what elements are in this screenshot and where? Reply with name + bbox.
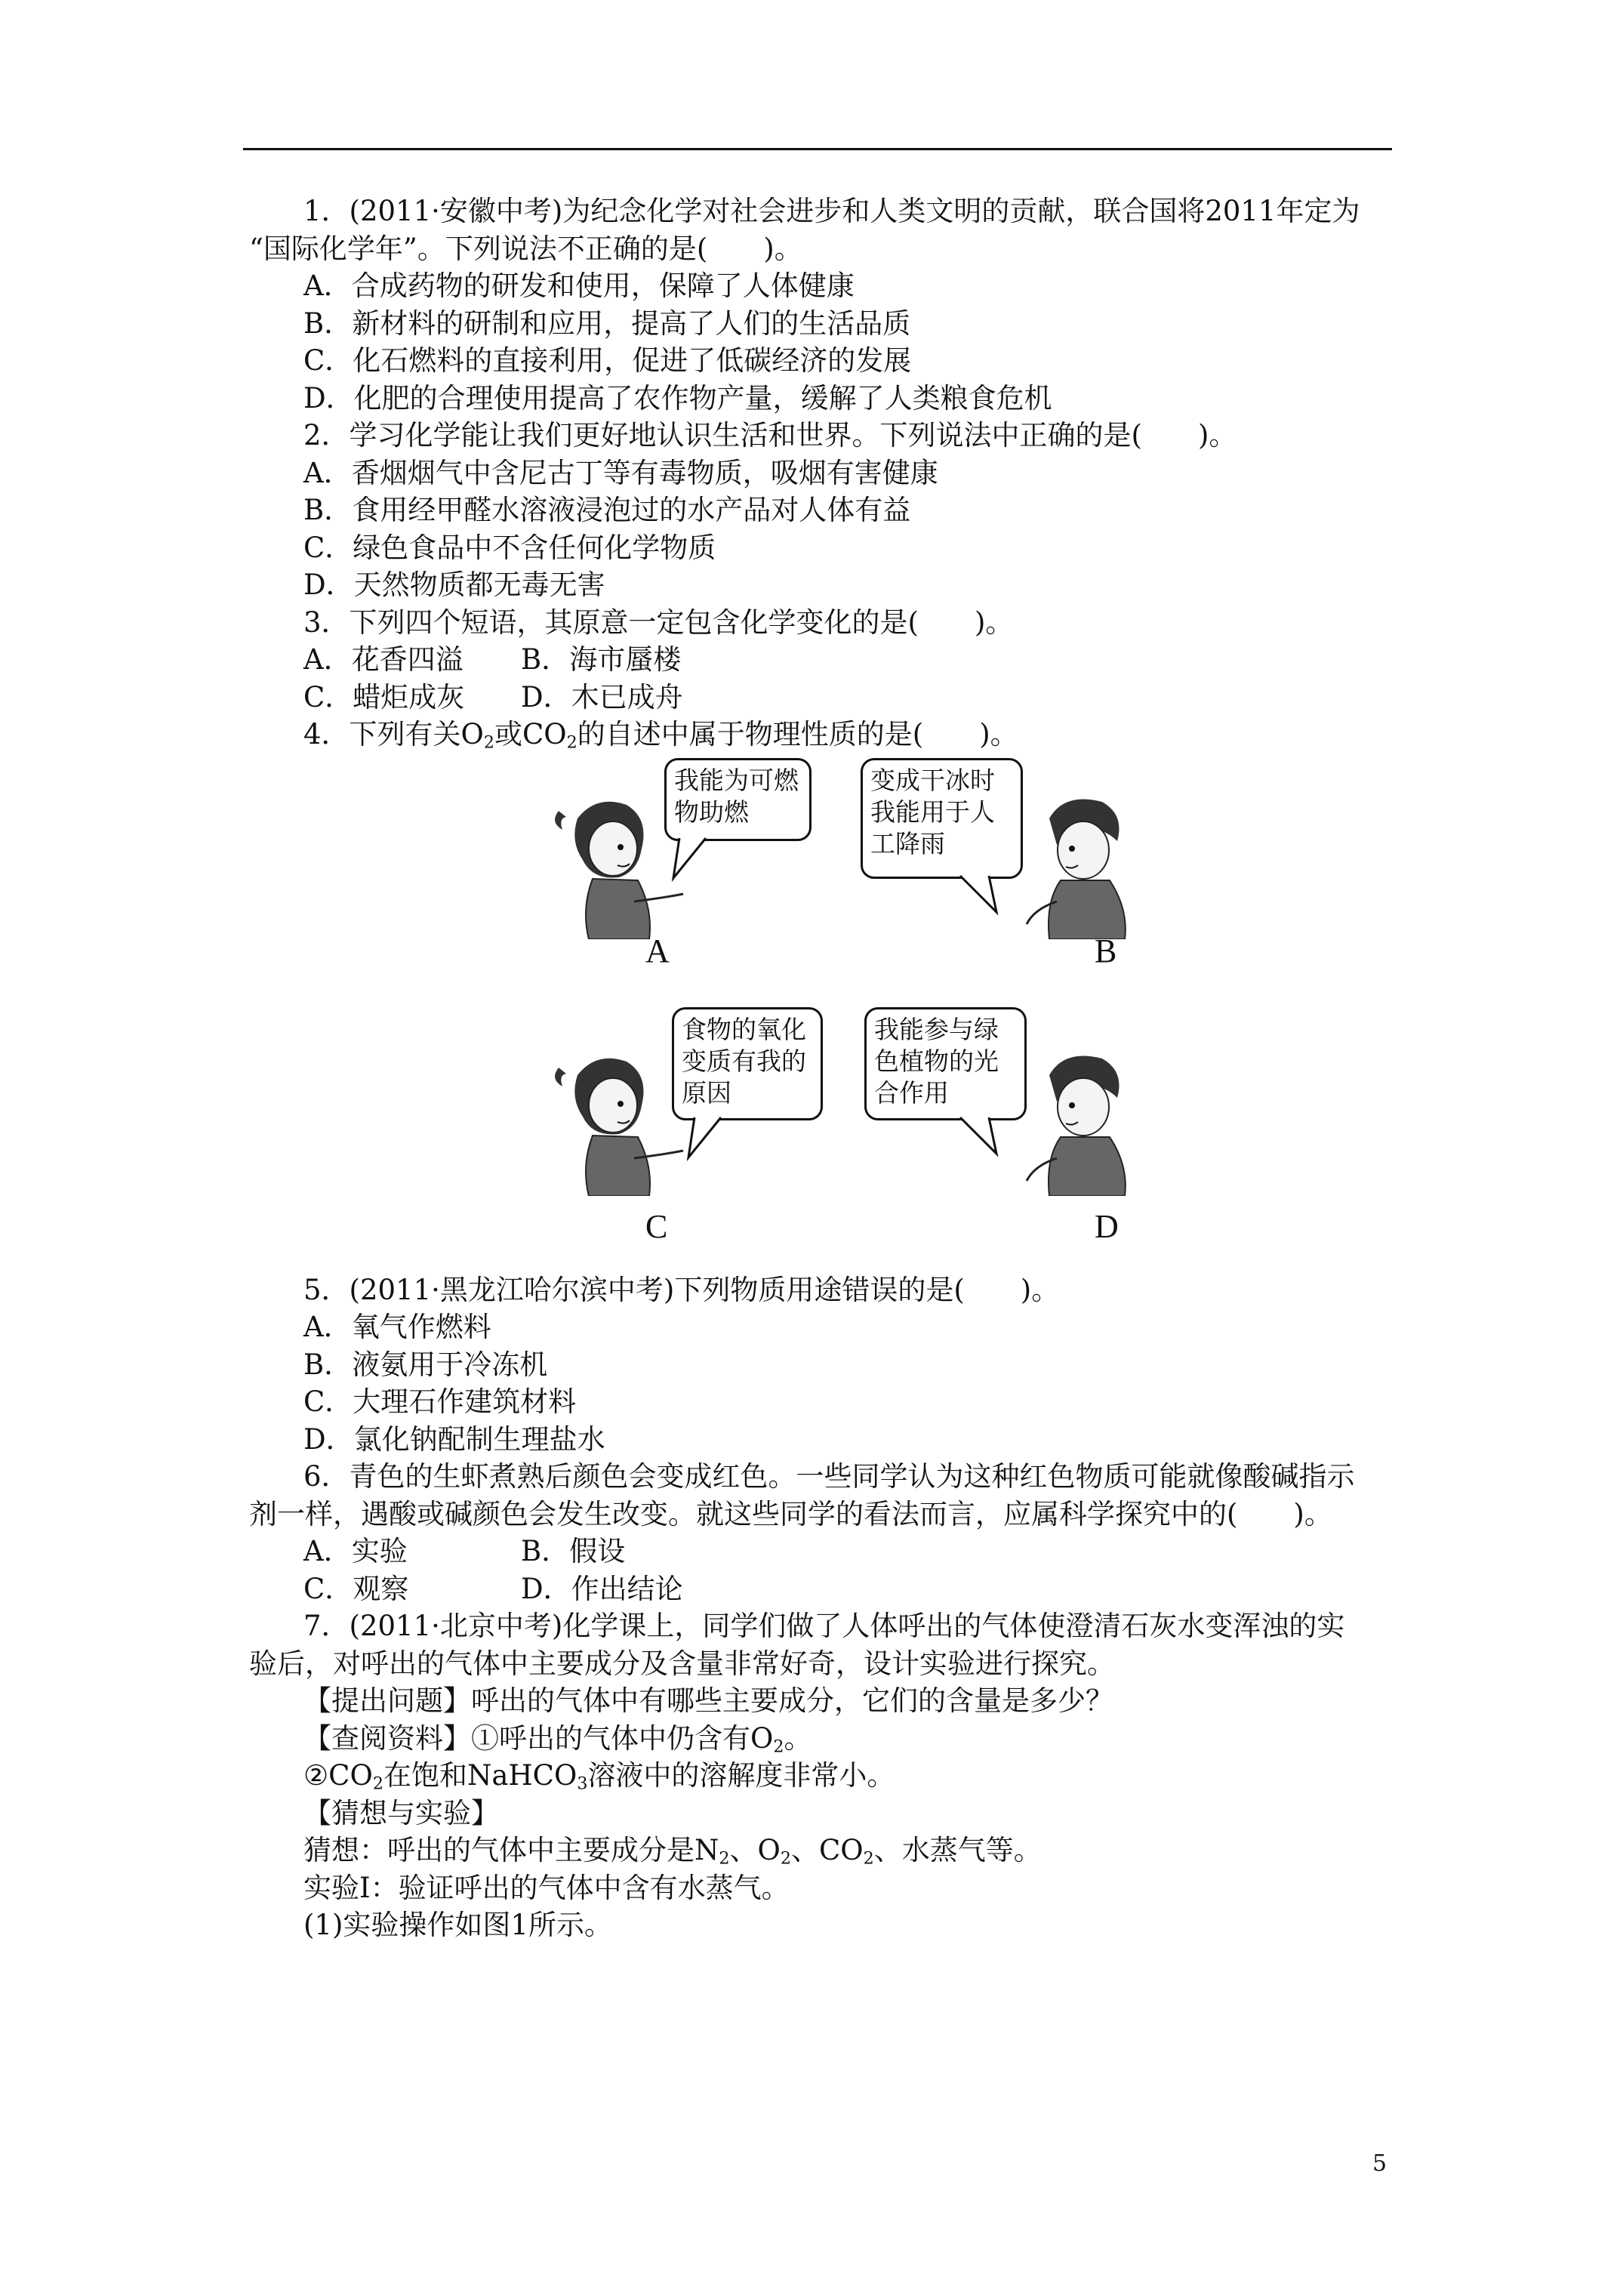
bubble-c-tail xyxy=(687,1116,732,1161)
label-c: C xyxy=(645,1207,668,1245)
q3-options-row2 xyxy=(249,679,1393,717)
bubble-d-tail xyxy=(959,1116,1004,1161)
bubble-b: 变成干冰时 我能用于人 工降雨 xyxy=(861,758,1023,879)
boy-figure-d-icon xyxy=(1012,1045,1147,1196)
q2-stem: 2．学习化学能让我们更好地认识生活和世界。下列说法中正确的是( )。 xyxy=(303,419,1237,451)
q2-option-c: C．绿色食品中不含任何化学物质 xyxy=(303,531,716,564)
q3-option-d: D．木已成舟 xyxy=(521,680,683,713)
q1-option-b: B．新材料的研制和应用，提高了人们的生活品质 xyxy=(303,307,911,340)
q3-option-c: C．蜡炬成灰 xyxy=(303,680,465,713)
q5-option-b: B．液氨用于冷冻机 xyxy=(303,1348,548,1381)
label-b: B xyxy=(1095,932,1117,969)
q1-option-a: A．合成药物的研发和使用，保障了人体健康 xyxy=(303,270,855,302)
q7-reference-1: 【查阅资料】①呼出的气体中仍含有$O_2$。 xyxy=(303,1721,812,1757)
q7-stem-line1: 7．(2011·北京中考)化学课上，同学们做了人体呼出的气体使澄清石灰水变浑浊的实 xyxy=(303,1610,1345,1642)
q1-stem-line1: 1．(2011·安徽中考)为纪念化学对社会进步和人类文明的贡献，联合国将2011年定为 xyxy=(303,195,1360,227)
q4-stem: 4．下列有关$O_2$或$CO_2$的自述中属于物理性质的是( )。 xyxy=(303,718,1018,753)
bubble-b-tail xyxy=(959,874,1004,920)
q6-option-c: C．观察 xyxy=(303,1572,409,1605)
page-number: 5 xyxy=(1372,2150,1387,2177)
q7-stem-line2: 验后，对呼出的气体中主要成分及含量非常好奇，设计实验进行探究。 xyxy=(249,1647,1115,1680)
girl-figure-c-icon xyxy=(536,1045,687,1196)
q5-option-c: C．大理石作建筑材料 xyxy=(303,1385,577,1418)
q7-guess: 猜想：呼出的气体中主要成分是$N_2$、$O_2$、$CO_2$、水蒸气等。 xyxy=(303,1834,1042,1869)
boy-figure-b-icon xyxy=(1012,788,1147,939)
q3-option-a: A．花香四溢 xyxy=(303,643,463,676)
q3-stem: 3．下列四个短语，其原意一定包含化学变化的是( )。 xyxy=(303,606,1014,639)
q5-option-d: D．氯化钠配制生理盐水 xyxy=(303,1422,605,1456)
header-rule xyxy=(243,148,1392,150)
bubble-a: 我能为可燃 物助燃 xyxy=(664,758,812,841)
bubble-d: 我能参与绿 色植物的光 合作用 xyxy=(864,1007,1027,1120)
q7-experiment-1: 实验Ⅰ：验证呼出的气体中含有水蒸气。 xyxy=(303,1871,790,1904)
q2-option-d: D．天然物质都无毒无害 xyxy=(303,569,605,601)
q2-option-b: B．食用经甲醛水溶液浸泡过的水产品对人体有益 xyxy=(303,494,911,526)
label-d: D xyxy=(1095,1207,1119,1245)
q6-option-b: B．假设 xyxy=(521,1535,626,1567)
q3-options-row1 xyxy=(249,641,1393,679)
q7-question: 【提出问题】呼出的气体中有哪些主要成分，它们的含量是多少？ xyxy=(303,1684,1113,1717)
q6-stem-line2: 剂一样，遇酸或碱颜色会发生改变。就这些同学的看法而言，应属科学探究中的( )。 xyxy=(249,1497,1332,1530)
q6-option-a: A．实验 xyxy=(303,1535,408,1567)
q7-guess-heading: 【猜想与实验】 xyxy=(303,1796,499,1829)
bubble-c: 食物的氧化 变质有我的 原因 xyxy=(672,1007,823,1120)
label-a: A xyxy=(645,932,670,969)
q2-option-a: A．香烟烟气中含尼古丁等有毒物质，吸烟有害健康 xyxy=(303,456,938,489)
q5-option-a: A．氧气作燃料 xyxy=(303,1311,491,1343)
q6-stem-line1: 6．青色的生虾煮熟后颜色会变成红色。一些同学认为这种红色物质可能就像酸碱指示 xyxy=(303,1460,1355,1493)
q1-option-d: D．化肥的合理使用提高了农作物产量，缓解了人类粮食危机 xyxy=(303,381,1052,415)
page-content xyxy=(249,193,1393,1944)
q3-option-b: B．海市蜃楼 xyxy=(521,643,682,676)
q7-reference-2: $②CO_2$在饱和NaHCO$_3$溶液中的溶解度非常小。 xyxy=(303,1759,895,1794)
q6-option-d: D．作出结论 xyxy=(521,1572,683,1605)
q1-stem-line2: “国际化学年”。下列说法不正确的是( )。 xyxy=(249,232,802,265)
bubble-a-tail xyxy=(672,837,717,882)
q5-stem: 5．(2011·黑龙江哈尔滨中考)下列物质用途错误的是( )。 xyxy=(303,1273,1060,1306)
q7-step-1: (1)实验操作如图1所示。 xyxy=(303,1909,612,1941)
q1-option-c: C．化石燃料的直接利用，促进了低碳经济的发展 xyxy=(303,344,912,377)
q6-options-row2 xyxy=(249,1570,1393,1608)
q6-options-row1 xyxy=(249,1533,1393,1570)
q4-figure xyxy=(536,758,1185,1271)
